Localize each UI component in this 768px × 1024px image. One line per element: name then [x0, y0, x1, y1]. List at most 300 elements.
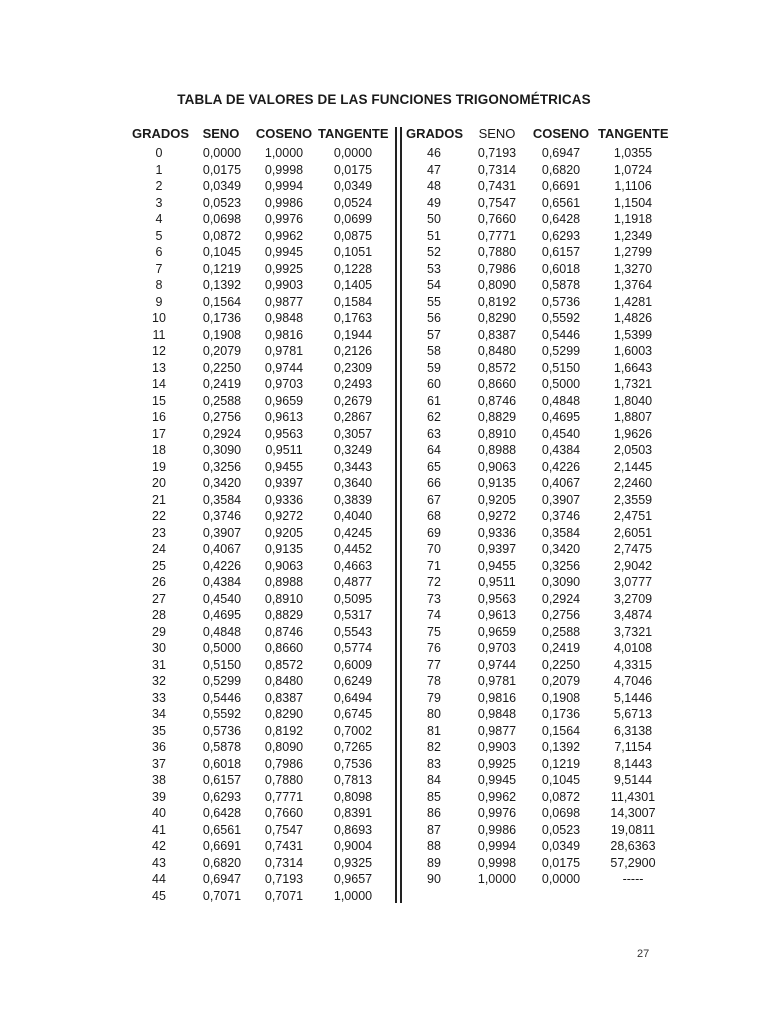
right-cell-grados: 54 — [427, 278, 441, 292]
right-cell-coseno: 0,3746 — [541, 509, 581, 523]
right-cell-tangente: 1,4281 — [613, 294, 653, 309]
left-cell-coseno: 0,8387 — [264, 690, 304, 705]
right-cell-tangente: 1,0724 — [613, 162, 653, 177]
left-cell-coseno: 0,8480 — [264, 674, 304, 688]
left-cell-grados: 21 — [152, 492, 166, 507]
left-cell-seno: 0,6293 — [202, 789, 242, 804]
right-cell-seno: 0,9925 — [477, 756, 517, 771]
left-cell-seno: 0,1219 — [202, 261, 242, 276]
left-cell-tangente: 0,8098 — [333, 789, 373, 804]
right-cell-tangente: ----- — [622, 872, 644, 886]
left-cell-tangente: 0,4245 — [333, 525, 373, 540]
left-cell-seno: 0,2588 — [202, 393, 242, 408]
right-cell-tangente: 2,3559 — [613, 492, 653, 507]
left-cell-tangente: 0,1584 — [333, 294, 373, 309]
left-cell-grados: 15 — [152, 393, 166, 408]
right-cell-coseno: 0,0000 — [541, 872, 581, 886]
right-cell-tangente: 57,2900 — [610, 855, 656, 870]
left-cell-tangente: 0,9004 — [333, 839, 373, 853]
right-cell-tangente: 1,1106 — [614, 179, 652, 193]
right-cell-coseno: 0,1219 — [541, 756, 581, 771]
left-cell-seno: 0,6947 — [202, 872, 242, 886]
left-cell-coseno: 0,9925 — [264, 261, 304, 276]
right-cell-coseno: 0,5592 — [541, 311, 581, 325]
right-cell-grados: 69 — [427, 525, 441, 540]
left-cell-coseno: 0,9397 — [264, 476, 304, 490]
left-cell-tangente: 0,8391 — [333, 806, 373, 820]
right-cell-grados: 74 — [427, 608, 441, 622]
left-cell-tangente: 0,5095 — [333, 591, 373, 606]
right-cell-grados: 61 — [427, 393, 441, 408]
right-cell-coseno: 0,6018 — [541, 261, 581, 276]
right-cell-grados: 90 — [427, 872, 441, 886]
right-cell-tangente: 1,4826 — [613, 311, 653, 325]
left-cell-grados: 13 — [152, 360, 166, 375]
right-cell-tangente: 3,7321 — [613, 624, 653, 639]
left-cell-seno: 0,1736 — [202, 311, 242, 325]
right-cell-coseno: 0,1045 — [541, 773, 581, 787]
left-cell-tangente: 1,0000 — [333, 888, 373, 903]
left-cell-tangente: 0,0875 — [333, 228, 373, 243]
right-cell-grados: 83 — [427, 756, 441, 771]
left-cell-coseno: 0,9848 — [264, 311, 304, 325]
left-cell-seno: 0,4226 — [202, 558, 242, 573]
right-cell-seno: 0,8290 — [477, 311, 517, 325]
left-cell-seno: 0,5736 — [202, 723, 242, 738]
left-cell-seno: 0,3256 — [202, 459, 242, 474]
left-cell-seno: 0,6561 — [202, 822, 242, 837]
left-cell-coseno: 0,9962 — [264, 228, 304, 243]
left-cell-tangente: 0,7536 — [333, 756, 373, 771]
left-cell-tangente: 0,2309 — [333, 360, 373, 375]
left-cell-tangente: 0,4663 — [333, 558, 373, 573]
left-cell-coseno: 0,7431 — [264, 839, 304, 853]
left-cell-tangente: 0,0524 — [333, 195, 373, 210]
left-cell-seno: 0,0872 — [202, 228, 242, 243]
right-cell-seno: 0,8090 — [477, 278, 517, 292]
left-header-seno: SENO — [202, 126, 240, 141]
right-cell-coseno: 0,6293 — [541, 228, 581, 243]
right-cell-grados: 89 — [427, 855, 441, 870]
left-cell-seno: 0,3907 — [202, 525, 242, 540]
left-cell-grados: 25 — [152, 558, 166, 573]
left-cell-tangente: 0,0349 — [333, 179, 373, 193]
right-cell-coseno: 0,2588 — [541, 624, 581, 639]
right-cell-seno: 0,7771 — [477, 228, 517, 243]
left-cell-tangente: 0,0175 — [333, 162, 373, 177]
left-cell-coseno: 1,0000 — [264, 146, 304, 160]
left-cell-grados: 5 — [155, 228, 163, 243]
left-cell-coseno: 0,9903 — [264, 278, 304, 292]
right-cell-tangente: 3,4874 — [613, 608, 653, 622]
left-cell-seno: 0,0349 — [202, 179, 242, 193]
left-cell-coseno: 0,8572 — [264, 657, 304, 672]
left-cell-seno: 0,0523 — [202, 195, 242, 210]
right-cell-tangente: 2,7475 — [613, 542, 653, 556]
left-cell-coseno: 0,9135 — [264, 542, 304, 556]
right-cell-coseno: 0,1392 — [541, 740, 581, 754]
left-cell-grados: 24 — [152, 542, 166, 556]
right-cell-grados: 77 — [427, 657, 441, 672]
left-cell-coseno: 0,9336 — [264, 492, 304, 507]
right-cell-coseno: 0,0872 — [541, 789, 581, 804]
right-header-seno: SENO — [478, 126, 516, 141]
left-cell-tangente: 0,5774 — [333, 641, 373, 655]
right-cell-grados: 82 — [427, 740, 441, 754]
left-cell-grados: 30 — [152, 641, 166, 655]
left-cell-seno: 0,4067 — [202, 542, 242, 556]
left-cell-coseno: 0,7314 — [264, 855, 304, 870]
right-cell-seno: 0,9703 — [477, 641, 517, 655]
right-cell-grados: 88 — [427, 839, 441, 853]
left-cell-grados: 36 — [152, 740, 166, 754]
right-header-coseno: COSENO — [532, 126, 590, 141]
right-cell-coseno: 0,1908 — [541, 690, 581, 705]
left-cell-coseno: 0,9998 — [264, 162, 304, 177]
left-cell-tangente: 0,1944 — [333, 327, 373, 342]
right-cell-seno: 0,9455 — [477, 558, 517, 573]
right-cell-seno: 0,8829 — [477, 410, 517, 424]
left-cell-tangente: 0,7265 — [333, 740, 373, 754]
right-cell-coseno: 0,1736 — [541, 707, 581, 721]
left-cell-seno: 0,1564 — [202, 294, 242, 309]
left-cell-seno: 0,5592 — [202, 707, 242, 721]
right-cell-coseno: 0,3090 — [541, 575, 581, 589]
right-cell-tangente: 1,8807 — [613, 410, 653, 424]
column-divider-left — [395, 127, 397, 903]
right-cell-tangente: 1,9626 — [613, 426, 653, 441]
right-cell-tangente: 1,6643 — [613, 360, 653, 375]
right-cell-seno: 1,0000 — [477, 872, 517, 886]
right-cell-grados: 53 — [427, 261, 441, 276]
right-cell-coseno: 0,6691 — [541, 179, 581, 193]
right-cell-tangente: 1,7321 — [613, 377, 653, 391]
right-cell-grados: 57 — [427, 327, 441, 342]
right-cell-tangente: 2,9042 — [613, 558, 653, 573]
right-cell-tangente: 2,2460 — [613, 476, 653, 490]
right-cell-tangente: 1,5399 — [613, 327, 653, 342]
left-cell-coseno: 0,9063 — [264, 558, 304, 573]
right-cell-grados: 55 — [427, 294, 441, 309]
left-cell-grados: 31 — [152, 657, 166, 672]
left-cell-grados: 39 — [152, 789, 166, 804]
left-cell-tangente: 0,3839 — [333, 492, 373, 507]
right-cell-tangente: 2,6051 — [613, 525, 653, 540]
right-cell-grados: 84 — [427, 773, 441, 787]
left-cell-seno: 0,3584 — [202, 492, 242, 507]
left-cell-seno: 0,0000 — [202, 146, 242, 160]
right-cell-grados: 51 — [427, 228, 441, 243]
page-title: TABLA DE VALORES DE LAS FUNCIONES TRIGONOMÉTRICAS — [177, 92, 591, 107]
right-cell-tangente: 1,8040 — [613, 393, 653, 408]
left-cell-coseno: 0,7071 — [264, 888, 304, 903]
page-number: 27 — [637, 948, 650, 960]
right-cell-grados: 85 — [427, 789, 441, 804]
right-cell-seno: 0,8192 — [477, 294, 517, 309]
left-cell-seno: 0,4848 — [202, 624, 242, 639]
left-cell-coseno: 0,9781 — [264, 344, 304, 358]
right-cell-tangente: 11,4301 — [610, 789, 656, 804]
right-cell-seno: 0,9816 — [477, 690, 517, 705]
right-cell-seno: 0,7880 — [477, 245, 517, 259]
right-header-grados: GRADOS — [406, 126, 464, 141]
left-cell-coseno: 0,8290 — [264, 707, 304, 721]
left-cell-grados: 44 — [152, 872, 166, 886]
right-cell-tangente: 5,6713 — [613, 707, 653, 721]
right-cell-tangente: 6,3138 — [613, 723, 653, 738]
right-cell-tangente: 4,7046 — [613, 674, 653, 688]
right-cell-seno: 0,8988 — [477, 443, 517, 457]
left-cell-grados: 45 — [152, 888, 166, 903]
right-cell-seno: 0,7431 — [477, 179, 517, 193]
left-cell-tangente: 0,1228 — [333, 261, 373, 276]
right-cell-coseno: 0,5150 — [541, 360, 581, 375]
right-cell-tangente: 4,0108 — [613, 641, 653, 655]
right-cell-grados: 75 — [427, 624, 441, 639]
left-cell-seno: 0,5878 — [202, 740, 242, 754]
right-cell-tangente: 1,3764 — [613, 278, 653, 292]
left-cell-grados: 4 — [155, 212, 163, 226]
right-cell-seno: 0,9976 — [477, 806, 517, 820]
left-cell-grados: 6 — [155, 245, 163, 259]
left-cell-seno: 0,2250 — [202, 360, 242, 375]
left-cell-seno: 0,3746 — [202, 509, 242, 523]
right-cell-seno: 0,9135 — [477, 476, 517, 490]
right-cell-coseno: 0,6428 — [541, 212, 581, 226]
left-cell-grados: 0 — [155, 146, 163, 160]
left-cell-seno: 0,2756 — [202, 410, 242, 424]
right-cell-grados: 60 — [427, 377, 441, 391]
left-cell-tangente: 0,2867 — [333, 410, 373, 424]
left-cell-grados: 42 — [152, 839, 166, 853]
right-cell-coseno: 0,2419 — [541, 641, 581, 655]
left-cell-coseno: 0,8988 — [264, 575, 304, 589]
left-cell-tangente: 0,2679 — [333, 393, 373, 408]
right-cell-tangente: 28,6363 — [610, 839, 656, 853]
right-cell-grados: 78 — [427, 674, 441, 688]
left-cell-seno: 0,3090 — [202, 443, 242, 457]
right-cell-grados: 73 — [427, 591, 441, 606]
left-cell-seno: 0,1908 — [202, 327, 242, 342]
left-cell-seno: 0,6018 — [202, 756, 242, 771]
left-cell-grados: 40 — [152, 806, 166, 820]
right-cell-tangente: 1,2349 — [613, 228, 653, 243]
left-cell-coseno: 0,8192 — [264, 723, 304, 738]
left-cell-grados: 27 — [152, 591, 166, 606]
right-cell-coseno: 0,3907 — [541, 492, 581, 507]
right-cell-coseno: 0,6947 — [541, 146, 581, 160]
right-cell-grados: 52 — [427, 245, 441, 259]
left-cell-tangente: 0,6745 — [333, 707, 373, 721]
left-cell-tangente: 0,7002 — [333, 723, 373, 738]
left-cell-coseno: 0,9659 — [264, 393, 304, 408]
right-cell-coseno: 0,2924 — [541, 591, 581, 606]
right-cell-tangente: 1,0355 — [613, 146, 653, 160]
left-cell-tangente: 0,6249 — [333, 674, 373, 688]
right-cell-seno: 0,8746 — [477, 393, 517, 408]
left-cell-coseno: 0,8090 — [264, 740, 304, 754]
left-cell-seno: 0,3420 — [202, 476, 242, 490]
left-cell-coseno: 0,8660 — [264, 641, 304, 655]
right-cell-seno: 0,9903 — [477, 740, 517, 754]
right-cell-grados: 86 — [427, 806, 441, 820]
right-cell-grados: 79 — [427, 690, 441, 705]
left-cell-seno: 0,6820 — [202, 855, 242, 870]
left-cell-grados: 8 — [155, 278, 163, 292]
right-cell-tangente: 19,0811 — [610, 822, 656, 837]
left-header-grados: GRADOS — [132, 126, 190, 141]
right-cell-coseno: 0,3420 — [541, 542, 581, 556]
right-cell-coseno: 0,5000 — [541, 377, 581, 391]
right-cell-tangente: 1,3270 — [613, 261, 653, 276]
right-cell-seno: 0,9986 — [477, 822, 517, 837]
right-cell-seno: 0,9613 — [477, 608, 517, 622]
right-cell-grados: 56 — [427, 311, 441, 325]
left-cell-seno: 0,5150 — [202, 657, 242, 672]
right-cell-seno: 0,9563 — [477, 591, 517, 606]
right-cell-grados: 76 — [427, 641, 441, 655]
right-cell-seno: 0,9962 — [477, 789, 517, 804]
left-cell-seno: 0,4695 — [202, 608, 242, 622]
left-cell-coseno: 0,7193 — [264, 872, 304, 886]
right-cell-coseno: 0,6157 — [541, 245, 581, 259]
left-cell-grados: 18 — [152, 443, 166, 457]
right-cell-grados: 87 — [427, 822, 441, 837]
left-cell-seno: 0,5000 — [202, 641, 242, 655]
left-cell-seno: 0,4540 — [202, 591, 242, 606]
left-cell-grados: 37 — [152, 756, 166, 771]
left-cell-tangente: 0,3057 — [333, 426, 373, 441]
right-cell-grados: 70 — [427, 542, 441, 556]
right-cell-grados: 67 — [427, 492, 441, 507]
right-cell-coseno: 0,2079 — [541, 674, 581, 688]
right-cell-seno: 0,9336 — [477, 525, 517, 540]
left-cell-seno: 0,6691 — [202, 839, 242, 853]
right-cell-coseno: 0,4384 — [541, 443, 581, 457]
right-cell-grados: 50 — [427, 212, 441, 226]
right-cell-seno: 0,8387 — [477, 327, 517, 342]
right-cell-grados: 65 — [427, 459, 441, 474]
left-cell-coseno: 0,7771 — [264, 789, 304, 804]
left-cell-coseno: 0,9816 — [264, 327, 304, 342]
right-cell-seno: 0,9063 — [477, 459, 517, 474]
left-cell-grados: 19 — [152, 459, 166, 474]
left-cell-coseno: 0,9976 — [264, 212, 304, 226]
left-cell-grados: 29 — [152, 624, 166, 639]
left-cell-tangente: 0,6009 — [333, 657, 373, 672]
left-header-coseno: COSENO — [255, 126, 313, 141]
left-cell-seno: 0,5446 — [202, 690, 242, 705]
left-cell-seno: 0,2079 — [202, 344, 242, 358]
left-cell-coseno: 0,7660 — [264, 806, 304, 820]
right-cell-coseno: 0,0698 — [541, 806, 581, 820]
right-cell-coseno: 0,5736 — [541, 294, 581, 309]
left-cell-seno: 0,2924 — [202, 426, 242, 441]
left-cell-coseno: 0,9205 — [264, 525, 304, 540]
left-cell-tangente: 0,0000 — [333, 146, 373, 160]
right-cell-grados: 48 — [427, 179, 441, 193]
left-cell-tangente: 0,1051 — [333, 245, 373, 259]
right-cell-tangente: 7,1154 — [614, 740, 652, 754]
right-cell-grados: 63 — [427, 426, 441, 441]
right-cell-tangente: 1,6003 — [613, 344, 653, 358]
left-cell-grados: 32 — [152, 674, 166, 688]
left-cell-grados: 7 — [155, 261, 163, 276]
right-cell-seno: 0,9659 — [477, 624, 517, 639]
right-cell-coseno: 0,5446 — [541, 327, 581, 342]
left-cell-tangente: 0,9325 — [333, 855, 373, 870]
left-cell-tangente: 0,3640 — [333, 476, 373, 490]
left-cell-coseno: 0,8829 — [264, 608, 304, 622]
left-cell-grados: 41 — [152, 822, 166, 837]
left-cell-tangente: 0,5543 — [333, 624, 373, 639]
right-cell-coseno: 0,6561 — [541, 195, 581, 210]
left-cell-grados: 28 — [152, 608, 166, 622]
left-cell-seno: 0,7071 — [202, 888, 242, 903]
right-cell-grados: 66 — [427, 476, 441, 490]
right-cell-coseno: 0,2756 — [541, 608, 581, 622]
right-cell-seno: 0,9272 — [477, 509, 517, 523]
right-cell-seno: 0,8480 — [477, 344, 517, 358]
right-cell-coseno: 0,5299 — [541, 344, 581, 358]
right-cell-coseno: 0,4695 — [541, 410, 581, 424]
right-cell-seno: 0,8660 — [477, 377, 517, 391]
right-cell-grados: 59 — [427, 360, 441, 375]
right-cell-grados: 58 — [427, 344, 441, 358]
right-cell-coseno: 0,0349 — [541, 839, 581, 853]
right-cell-grados: 72 — [427, 575, 441, 589]
right-cell-grados: 64 — [427, 443, 441, 457]
left-cell-tangente: 0,6494 — [333, 690, 373, 705]
left-cell-tangente: 0,2126 — [333, 344, 373, 358]
left-cell-seno: 0,2419 — [202, 377, 242, 391]
right-cell-coseno: 0,4848 — [541, 393, 581, 408]
right-cell-grados: 71 — [427, 558, 441, 573]
left-cell-grados: 35 — [152, 723, 166, 738]
left-cell-coseno: 0,9744 — [264, 360, 304, 375]
left-cell-coseno: 0,8910 — [264, 591, 304, 606]
left-cell-grados: 33 — [152, 690, 166, 705]
left-cell-seno: 0,1392 — [202, 278, 242, 292]
right-cell-seno: 0,9998 — [477, 855, 517, 870]
left-cell-coseno: 0,9994 — [264, 179, 304, 193]
left-cell-tangente: 0,4452 — [333, 542, 373, 556]
right-cell-grados: 80 — [427, 707, 441, 721]
left-cell-grados: 2 — [155, 179, 163, 193]
left-cell-tangente: 0,8693 — [333, 822, 373, 837]
right-cell-coseno: 0,1564 — [541, 723, 581, 738]
right-cell-seno: 0,7547 — [477, 195, 517, 210]
left-cell-tangente: 0,2493 — [333, 377, 373, 391]
right-cell-seno: 0,9945 — [477, 773, 517, 787]
left-cell-grados: 34 — [152, 707, 166, 721]
right-cell-coseno: 0,4540 — [541, 426, 581, 441]
right-cell-grados: 49 — [427, 195, 441, 210]
right-cell-grados: 46 — [427, 146, 441, 160]
right-cell-tangente: 8,1443 — [613, 756, 653, 771]
right-cell-tangente: 3,2709 — [613, 591, 653, 606]
left-cell-grados: 9 — [155, 294, 163, 309]
left-header-tangente: TANGENTE — [318, 126, 389, 141]
left-cell-coseno: 0,7547 — [264, 822, 304, 837]
right-cell-seno: 0,9205 — [477, 492, 517, 507]
right-cell-seno: 0,9848 — [477, 707, 517, 721]
left-cell-coseno: 0,7880 — [264, 773, 304, 787]
right-cell-coseno: 0,6820 — [541, 162, 581, 177]
left-cell-coseno: 0,8746 — [264, 624, 304, 639]
right-cell-tangente: 4,3315 — [613, 657, 653, 672]
right-cell-tangente: 5,1446 — [613, 690, 653, 705]
